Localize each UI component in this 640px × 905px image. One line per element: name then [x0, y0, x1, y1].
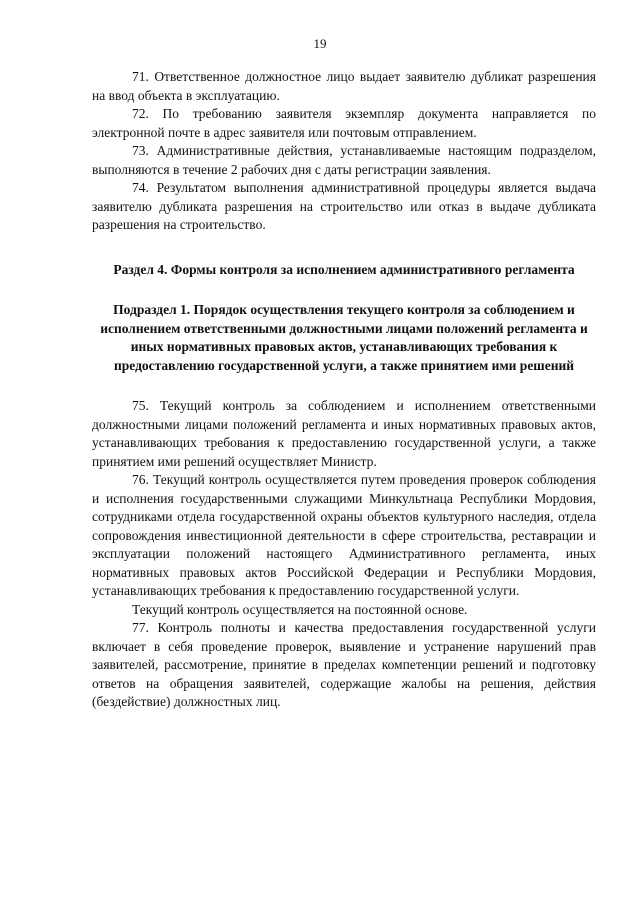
- paragraph-continuous-control: Текущий контроль осуществляется на постоянной основе.: [132, 601, 468, 617]
- document-body: [92, 68, 596, 712]
- paragraph-77: 77. Контроль полноты и качества предоставления государственной услуги включает в себя проведение проверок, выявление и устранение нарушений прав заявителей, рассмотрение, принятие в пределах компетенции решений и подготовку ответов на обращения заявителей, содержащие жалобы на решения, действия (бездействие) должностных лиц.: [92, 620, 596, 709]
- paragraph-72: 72. По требованию заявителя экземпляр документа направляется по электронной почте в адрес заявителя или почтовым отправлением.: [92, 106, 596, 140]
- section-heading: Раздел 4. Формы контроля за исполнением административного регламента: [113, 261, 575, 277]
- subsection-heading: Подраздел 1. Порядок осуществления текущего контроля за соблюдением и исполнением ответственными должностными лицами положений регламента и иных нормативных правовых актов, устанавливающих требования к предоставлению государственной услуги, а также принятием ими решений: [100, 302, 588, 373]
- paragraph-74: 74. Результатом выполнения административной процедуры является выдача заявителю дубликата разрешения на строительство или отказ в выдаче дубликата разрешения на строительство.: [92, 180, 596, 232]
- paragraph-75: 75. Текущий контроль за соблюдением и исполнением ответственными должностными лицами положений регламента и иных нормативных правовых актов, устанавливающих требования к предоставлению государственной услуги, а также принятием ими решений осуществляет Министр.: [92, 398, 596, 469]
- paragraph-73: 73. Административные действия, устанавливаемые настоящим подразделом, выполняются в течение 2 рабочих дня с даты регистрации заявления.: [92, 143, 596, 177]
- paragraph-76: 76. Текущий контроль осуществляется путем проведения проверок соблюдения и исполнения государственными служащими Минкультнаца Республики Мордовия, сотрудниками отдела государственной охраны объектов культурного наследия, отдела сопровождения инвестиционной деятельности в сфере строительства, реставрации и эксплуатации положений настоящего Административного регламента, иных нормативных правовых актов Российской Федерации и Республики Мордовия, устанавливающих требования к предоставлению государственной услуги.: [92, 472, 596, 598]
- paragraph-71: 71. Ответственное должностное лицо выдает заявителю дубликат разрешения на ввод объекта в эксплуатацию.: [92, 69, 596, 103]
- page-number: 19: [313, 36, 327, 51]
- paragraphs-after: [92, 397, 596, 712]
